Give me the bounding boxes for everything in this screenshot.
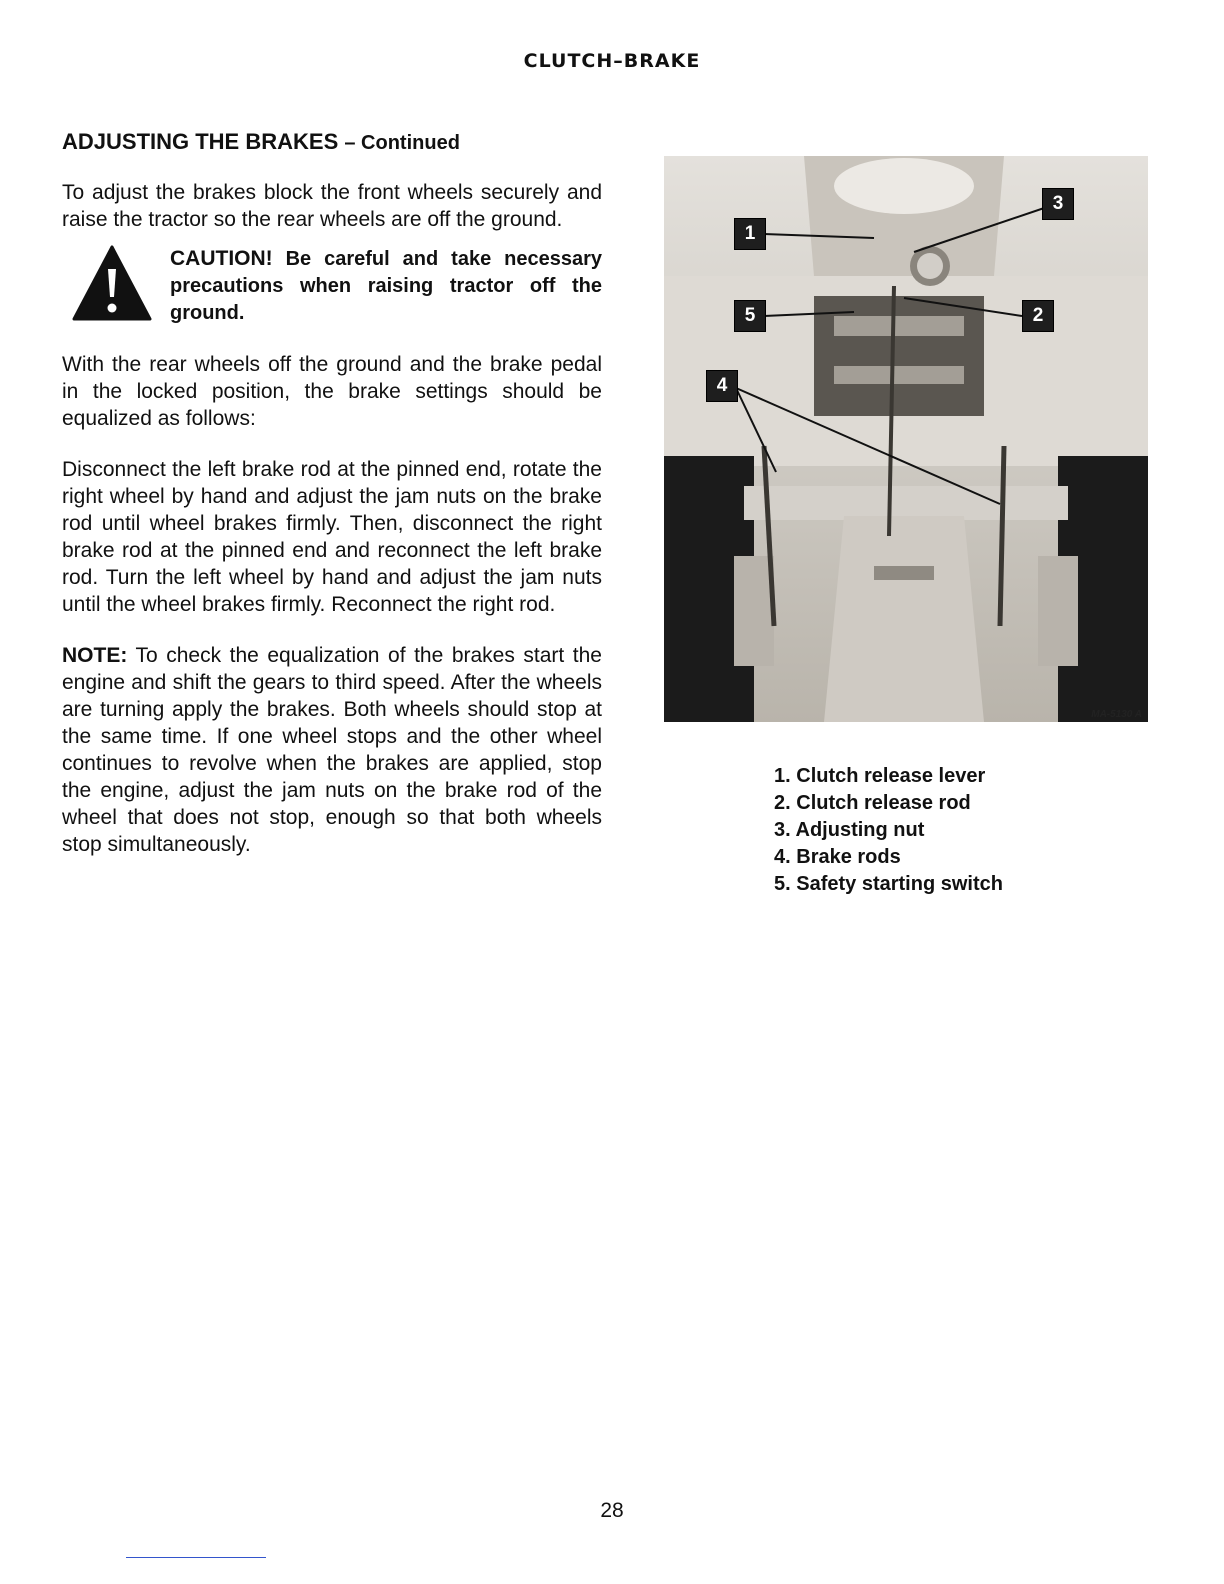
legend-item (774, 763, 1003, 790)
caution-text-block (170, 245, 602, 327)
legend-item (774, 817, 1003, 844)
section-continued: – Continued (344, 132, 460, 154)
legend-number: 3. (774, 819, 791, 841)
section-title-text: ADJUSTING THE BRAKES (62, 129, 339, 154)
callout-3: 3 (1042, 188, 1074, 220)
note-label: NOTE: (62, 644, 128, 667)
image-code: MA-5130 A (1091, 709, 1142, 720)
warning-triangle-icon (72, 245, 152, 321)
text-column (62, 128, 602, 858)
footer-rule (126, 1557, 266, 1558)
legend-number: 1. (774, 765, 791, 787)
intro-paragraph: To adjust the brakes block the front wheels securely and raise the tractor so the rear wheels are off the ground. (62, 181, 602, 231)
equalize-paragraph: With the rear wheels off the ground and the brake pedal in the locked position, the brake settings should be equalized as follows: (62, 353, 602, 430)
legend-label: Safety starting switch (796, 873, 1003, 895)
figure-legend (774, 763, 1003, 898)
callout-2: 2 (1022, 300, 1054, 332)
callout-5: 5 (734, 300, 766, 332)
caution-label: CAUTION! (170, 247, 273, 270)
caution-text: Be careful and take necessary precautions when raising tractor off the ground. (170, 248, 602, 324)
legend-label: Clutch release lever (796, 765, 986, 787)
caution-block (62, 245, 602, 337)
page-number: 28 (600, 1499, 624, 1522)
note-text: To check the equalization of the brakes start the engine and shift the gears to third speed. After the wheels are turning apply the brakes. Both wheels should stop at the same time. If one wheel stops and the other wheel continues to revolve when the brakes are applied, stop the engine, adjust the jam nuts on the brake rod of the wheel that does not stop, enough so that both wheels stop simultaneously. (62, 644, 602, 856)
procedure-paragraph: Disconnect the left brake rod at the pinned end, rotate the right wheel by hand and adjust the jam nuts on the brake rod until wheel brakes firmly. Then, disconnect the right brake rod at the pinned end and reconnect the left brake rod. Turn the left wheel by hand and adjust the jam nuts until the wheel brakes firmly. Reconnect the right rod. (62, 458, 602, 616)
note-paragraph (62, 642, 602, 858)
legend-label: Clutch release rod (796, 792, 971, 814)
legend-number: 5. (774, 873, 791, 895)
legend-item (774, 844, 1003, 871)
page-header: CLUTCH–BRAKE (523, 50, 701, 72)
legend-label: Brake rods (796, 846, 901, 868)
legend-number: 2. (774, 792, 791, 814)
tractor-underside-photo (664, 156, 1148, 722)
callout-4: 4 (706, 370, 738, 402)
section-title (62, 128, 602, 157)
legend-label: Adjusting nut (795, 819, 925, 841)
callout-1: 1 (734, 218, 766, 250)
legend-item (774, 790, 1003, 817)
legend-number: 4. (774, 846, 791, 868)
legend-item (774, 871, 1003, 898)
